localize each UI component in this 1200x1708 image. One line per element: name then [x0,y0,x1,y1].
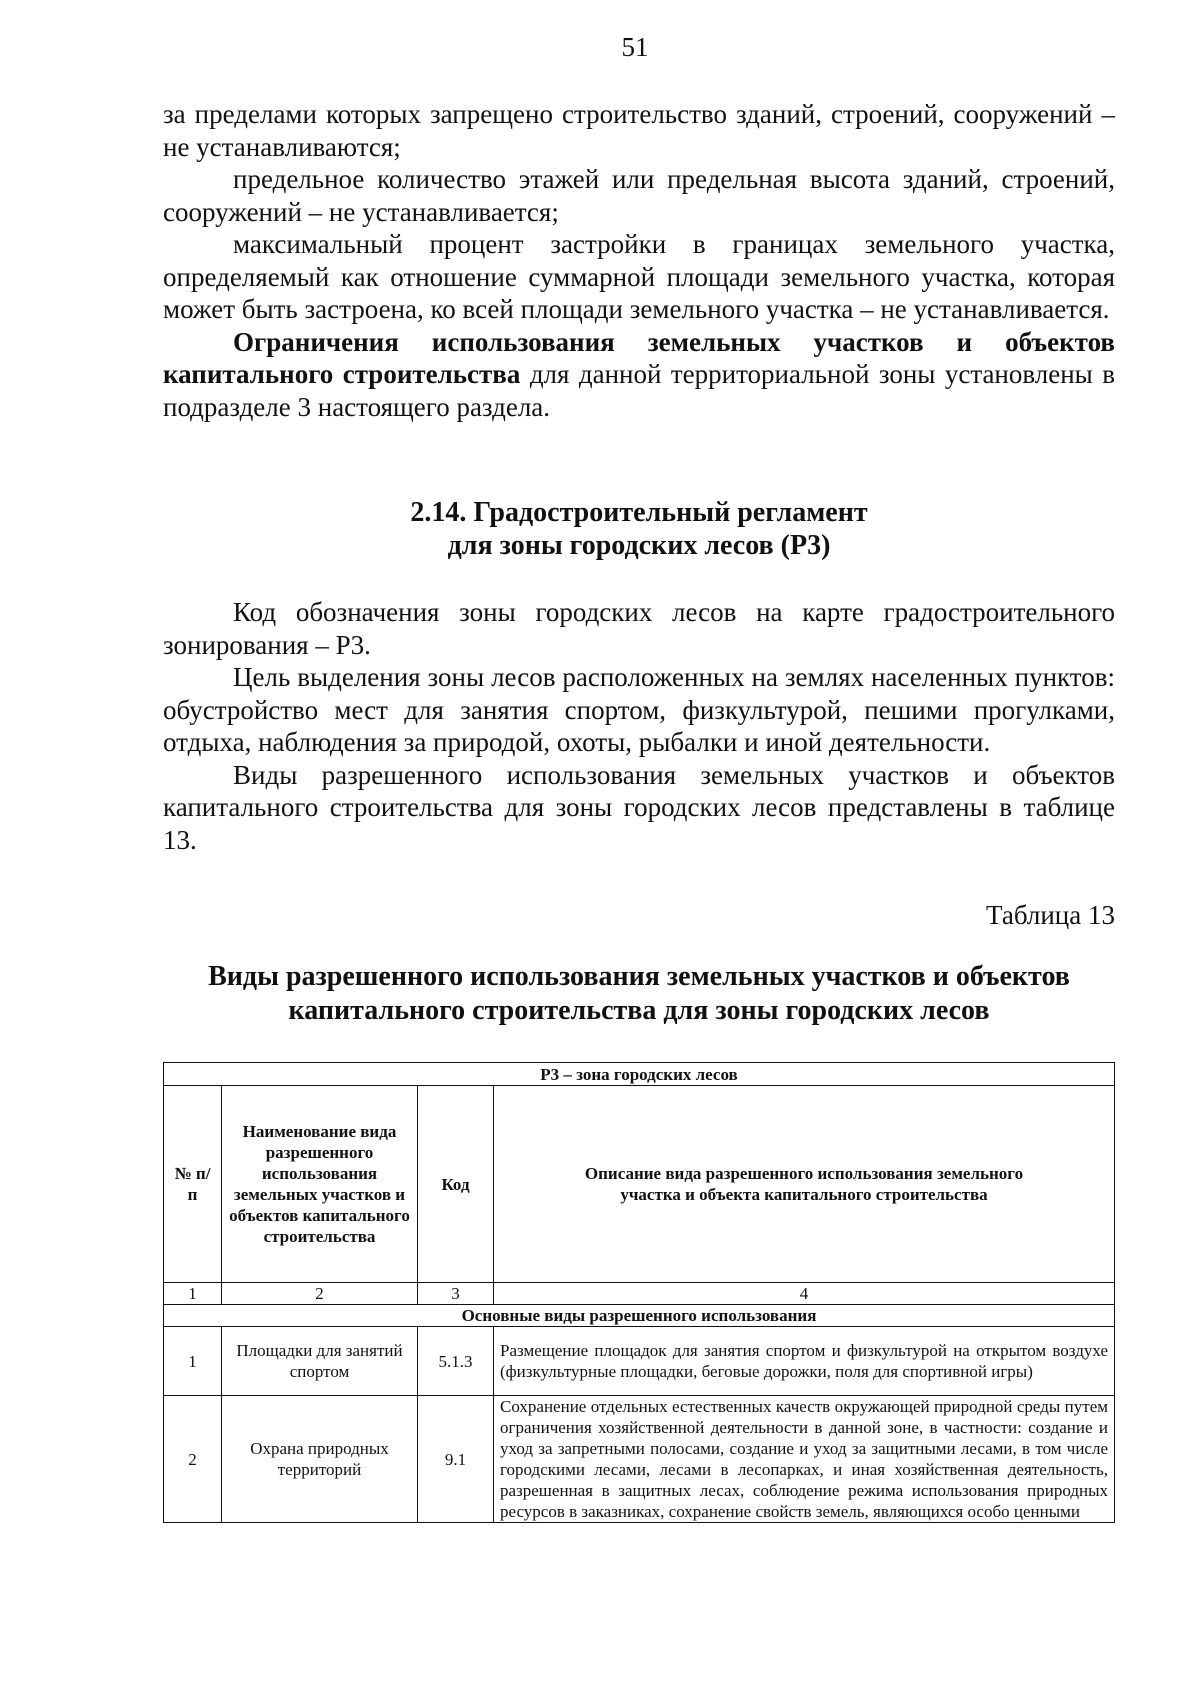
row-name: Охрана природных территорий [222,1396,418,1523]
restrictions-text: для данной территориальной зоны установлены в подразделе 3 настоящего раздела. [163,359,1115,422]
row-code: 9.1 [418,1396,494,1523]
table-section-row [164,1305,1115,1327]
column-number: 1 [164,1283,222,1305]
section-title-line: 2.14. Градостроительный регламент [410,497,868,528]
paragraph: Код обозначения зоны городских лесов на карте градостроительного зонирования – Р3. [163,597,1115,660]
permitted-uses-table [163,1062,1115,1523]
zone-header: Р3 – зона городских лесов [164,1063,1115,1086]
row-num: 2 [164,1396,222,1523]
paragraph: Цель выделения зоны лесов расположенных на землях населенных пунктов: обустройство мест для занятия спортом, физкультурой, пешими прогулками, отдыха, наблюдения за природой, охоты, рыбалки и иной деятельности. [163,662,1115,757]
section-title-line: для зоны городских лесов (Р3) [447,530,831,561]
section-header: Основные виды разрешенного использования [164,1305,1115,1327]
restrictions-bold: Ограничения использования земельных участков и объектов капитального строительства [163,326,1115,389]
row-num: 1 [164,1327,222,1396]
row-code: 5.1.3 [418,1327,494,1396]
table-title-line: Виды разрешенного использования земельных участков и объектов [208,961,1070,992]
column-number: 4 [494,1283,1115,1305]
table-row [164,1327,1115,1396]
col-header-name: Наименование вида разрешенного использования земельных участков и объектов капитального строительства [222,1086,418,1283]
table-title [163,960,1115,1028]
table-caption: Таблица 13 [986,900,1115,930]
intro-text [163,98,1115,423]
table-zone-row [164,1063,1115,1086]
paragraph: за пределами которых запрещено строительство зданий, строений, сооружений – не устанавливаются; [163,99,1115,162]
col-header-num: № п/п [164,1086,222,1283]
paragraph: Виды разрешенного использования земельных участков и объектов капитального строительства для зоны городских лесов представлены в таблице 13. [163,759,1115,855]
table-row [164,1396,1115,1523]
table-header-row [164,1086,1115,1283]
paragraph: максимальный процент застройки в границах земельного участка, определяемый как отношение суммарной площади земельного участка, которая может быть застроена, ко всей площади земельного участка – не устанавливается. [163,229,1115,324]
section-title [163,496,1115,562]
section-text [163,596,1115,856]
column-number: 3 [418,1283,494,1305]
table-title-line: капитального строительства для зоны городских лесов [288,995,990,1026]
table-column-numbers-row [164,1283,1115,1305]
row-description: Сохранение отдельных естественных качеств окружающей природной среды путем ограничения хозяйственной деятельности в данной зоне, в частности: создание и уход за запретными полосами, создание и уход за защитными лесами, в том числе городскими лесами, лесами в лесопарках, и иная хозяйственная деятельность, разрешенная в защитных лесах, соблюдение режима использования природных ресурсов в заказниках, сохранение свойств земель, являющихся особо ценными [494,1396,1115,1523]
paragraph: предельное количество этажей или предельная высота зданий, строений, сооружений – не устанавливается; [163,164,1115,227]
page-number: 51 [621,32,649,62]
row-description: Размещение площадок для занятия спортом и физкультурой на открытом воздухе (физкультурные площадки, беговые дорожки, поля для спортивной игры) [494,1327,1115,1396]
row-name: Площадки для занятий спортом [222,1327,418,1396]
restrictions-paragraph [163,326,1115,424]
col-header-description: Описание вида разрешенного использования земельного участка и объекта капитального строительства [494,1086,1115,1283]
column-number: 2 [222,1283,418,1305]
col-header-code: Код [418,1086,494,1283]
